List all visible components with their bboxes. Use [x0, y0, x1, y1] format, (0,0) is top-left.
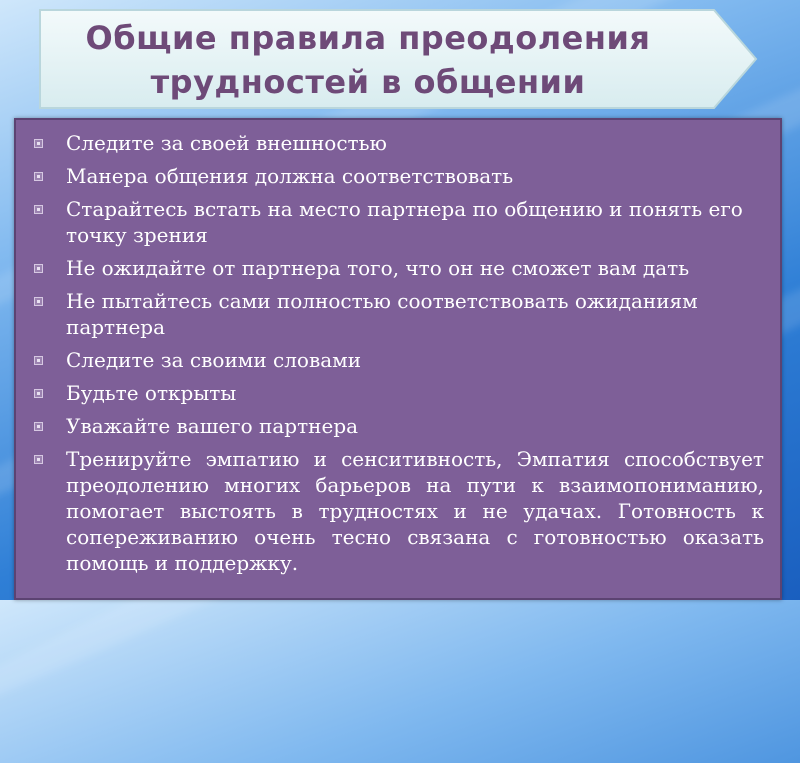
- list-item: [28, 347, 764, 373]
- square-bullet-icon: [34, 422, 43, 431]
- list-item: [28, 380, 764, 406]
- list-item: [28, 446, 764, 576]
- list-item-text: Будьте открыты: [66, 381, 237, 405]
- list-item: [28, 413, 764, 439]
- list-item: [28, 255, 764, 281]
- square-bullet-icon: [34, 297, 43, 306]
- list-item-text: Следите за своей внешностью: [66, 131, 387, 155]
- rules-list: [16, 120, 780, 576]
- square-bullet-icon: [34, 455, 43, 464]
- page-title: [38, 16, 698, 104]
- square-bullet-icon: [34, 264, 43, 273]
- title-banner: [38, 8, 758, 110]
- list-item: [28, 196, 764, 248]
- square-bullet-icon: [34, 389, 43, 398]
- square-bullet-icon: [34, 172, 43, 181]
- square-bullet-icon: [34, 139, 43, 148]
- square-bullet-icon: [34, 356, 43, 365]
- square-bullet-icon: [34, 205, 43, 214]
- content-box: [14, 118, 782, 600]
- list-item-text: Тренируйте эмпатию и сенситивность, Эмпатия способствует преодолению многих барьеров на пути к взаимопониманию, помогает выстоять в трудностях и не удачах. Готовность к сопереживанию очень тесно связана с готовностью оказать помощь и поддержку.: [66, 447, 764, 575]
- list-item: [28, 130, 764, 156]
- title-line-2: трудностей в общении: [150, 63, 586, 101]
- list-item-text: Не ожидайте от партнера того, что он не сможет вам дать: [66, 256, 690, 280]
- list-item-text: Старайтесь встать на место партнера по общению и понять его точку зрения: [66, 197, 743, 247]
- list-item-text: Следите за своими словами: [66, 348, 362, 372]
- title-line-1: Общие правила преодоления: [85, 19, 651, 57]
- list-item: [28, 288, 764, 340]
- list-item-text: Уважайте вашего партнера: [66, 414, 359, 438]
- list-item-text: Манера общения должна соответствовать: [66, 164, 514, 188]
- list-item-text: Не пытайтесь сами полностью соответствовать ожиданиям партнера: [66, 289, 698, 339]
- list-item: [28, 163, 764, 189]
